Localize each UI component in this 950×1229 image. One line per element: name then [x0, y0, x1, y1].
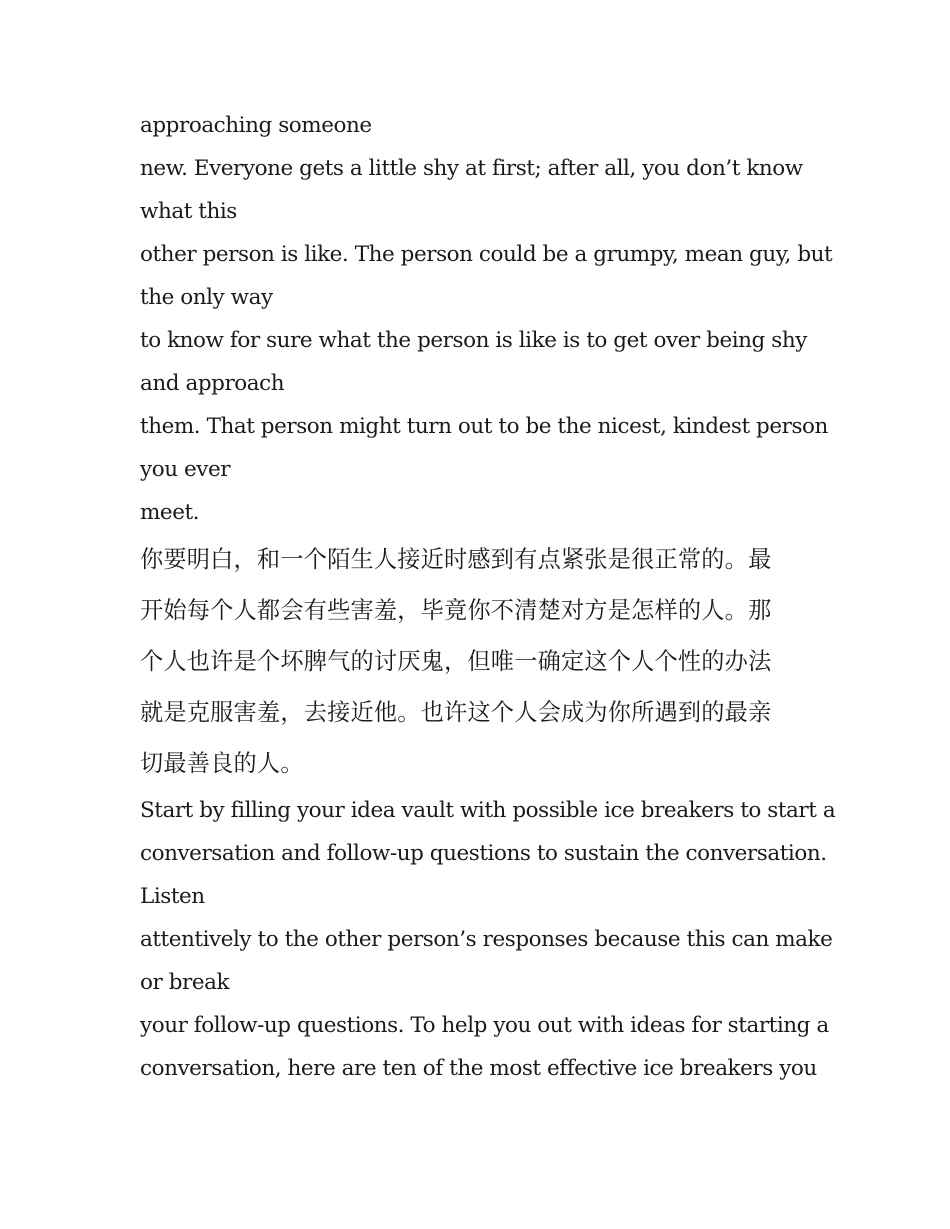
text-line: or break: [140, 970, 230, 995]
text-line: to know for sure what the person is like is to get over being shy: [140, 328, 807, 353]
english-paragraph-1: [140, 104, 833, 534]
text-line: approaching someone: [140, 113, 372, 138]
text-line: what this: [140, 199, 237, 224]
english-paragraph-2: [140, 789, 836, 1090]
text-line: new. Everyone gets a little shy at first; after all, you don’t know: [140, 156, 803, 181]
text-line: them. That person might turn out to be the nicest, kindest person: [140, 414, 828, 439]
text-line: your follow-up questions. To help you out with ideas for starting a: [140, 1013, 829, 1038]
text-line: 开始每个人都会有些害羞，毕竟你不清楚对方是怎样的人。那: [140, 597, 772, 624]
text-line: conversation, here are ten of the most effective ice breakers you: [140, 1056, 817, 1081]
text-line: 个人也许是个坏脾气的讨厌鬼，但唯一确定这个人个性的办法: [140, 648, 772, 675]
text-line: 你要明白，和一个陌生人接近时感到有点紧张是很正常的。最: [140, 546, 772, 573]
text-line: meet.: [140, 500, 200, 525]
text-line: you ever: [140, 457, 231, 482]
chinese-paragraph-1: [140, 534, 830, 789]
text-line: attentively to the other person’s responses because this can make: [140, 927, 833, 952]
text-line: Start by filling your idea vault with possible ice breakers to start a: [140, 798, 836, 823]
text-line: Listen: [140, 884, 205, 909]
text-line: 切最善良的人。: [140, 750, 304, 777]
text-line: and approach: [140, 371, 285, 396]
text-line: other person is like. The person could be a grumpy, mean guy, but: [140, 242, 833, 267]
document-body: [140, 104, 836, 1090]
text-line: 就是克服害羞，去接近他。也许这个人会成为你所遇到的最亲: [140, 699, 772, 726]
text-line: the only way: [140, 285, 273, 310]
text-line: conversation and follow-up questions to sustain the conversation.: [140, 841, 827, 866]
